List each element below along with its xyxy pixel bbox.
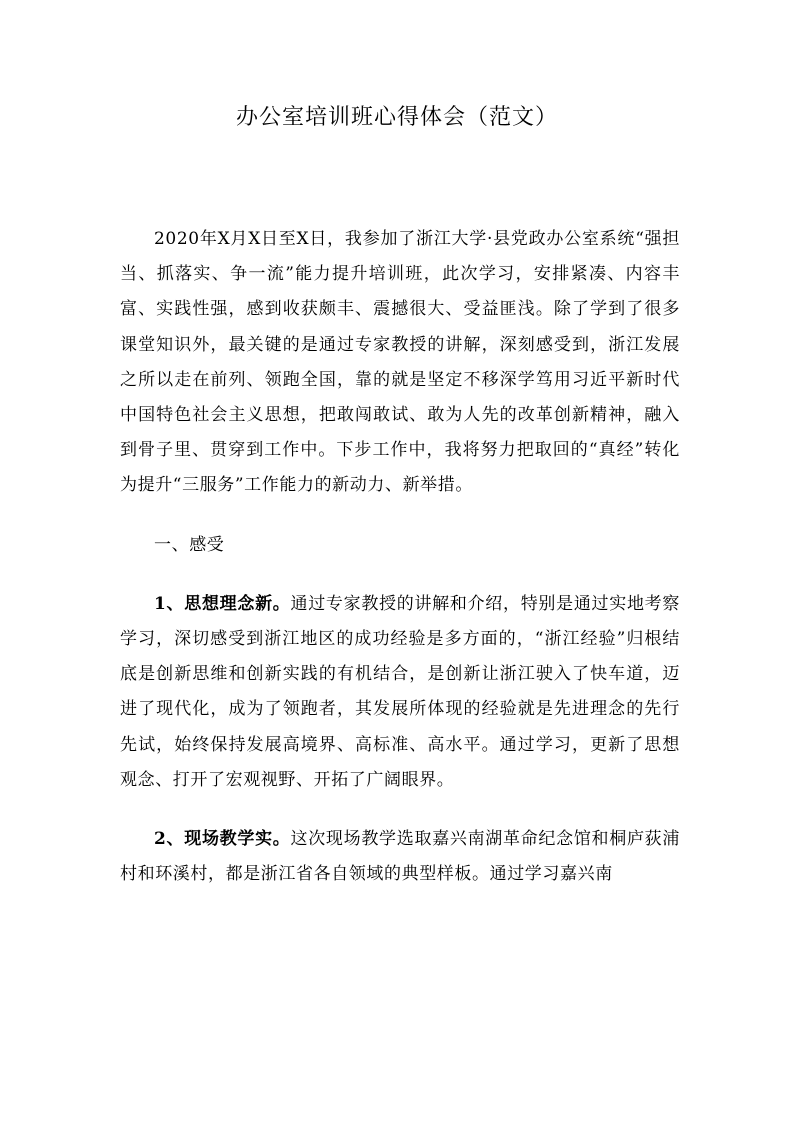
point-1-text: 通过专家教授的讲解和介绍，特别是通过实地考察学习，深切感受到浙江地区的成功经验是多方面的，“浙江经验”归根结底是创新思维和创新实践的有机结合，是创新让浙江驶入了快车道，迈进了现代化，成为了领跑者，其发展所体现的经验就是先进理念的先行先试，始终保持发展高境界、高标准、高水平。通过学习，更新了思想观念、打开了宏观视野、开拓了广阔眼界。	[120, 593, 680, 790]
section-heading: 一、感受	[154, 534, 225, 555]
point-2-text: 这次现场教学选取嘉兴南湖革命纪念馆和桐庐荻浦村和环溪村，都是浙江省各自领域的典型样板。通过学习嘉兴南	[120, 829, 680, 885]
paragraph-gap	[120, 563, 680, 587]
paragraph-gap	[120, 798, 680, 822]
document-title: 办公室培训班心得体会（范文）	[235, 105, 558, 130]
paragraph-gap	[120, 504, 680, 528]
point-2-paragraph	[120, 822, 680, 892]
point-1-title: 1、思想理念新。	[154, 593, 291, 614]
intro-paragraph: 2020年X月X日至X日，我参加了浙江大学·县党政办公室系统“强担当、抓落实、争一流”能力提升培训班，此次学习，安排紧凑、内容丰富、实践性强，感到收获颇丰、震撼很大、受益匪浅。除了学到了很多课堂知识外，最关键的是通过专家教授的讲解，深刻感受到，浙江发展之所以走在前列、领跑全国，靠的就是坚定不移深学笃用习近平新时代中国特色社会主义思想，把敢闯敢试、敢为人先的改革创新精神，融入到骨子里、贯穿到工作中。下步工作中，我将努力把取回的“真经”转化为提升“三服务”工作能力的新动力、新举措。	[120, 229, 680, 496]
point-1-paragraph	[120, 587, 680, 798]
document-body	[120, 222, 680, 892]
point-2-title: 2、现场教学实。	[154, 829, 291, 850]
